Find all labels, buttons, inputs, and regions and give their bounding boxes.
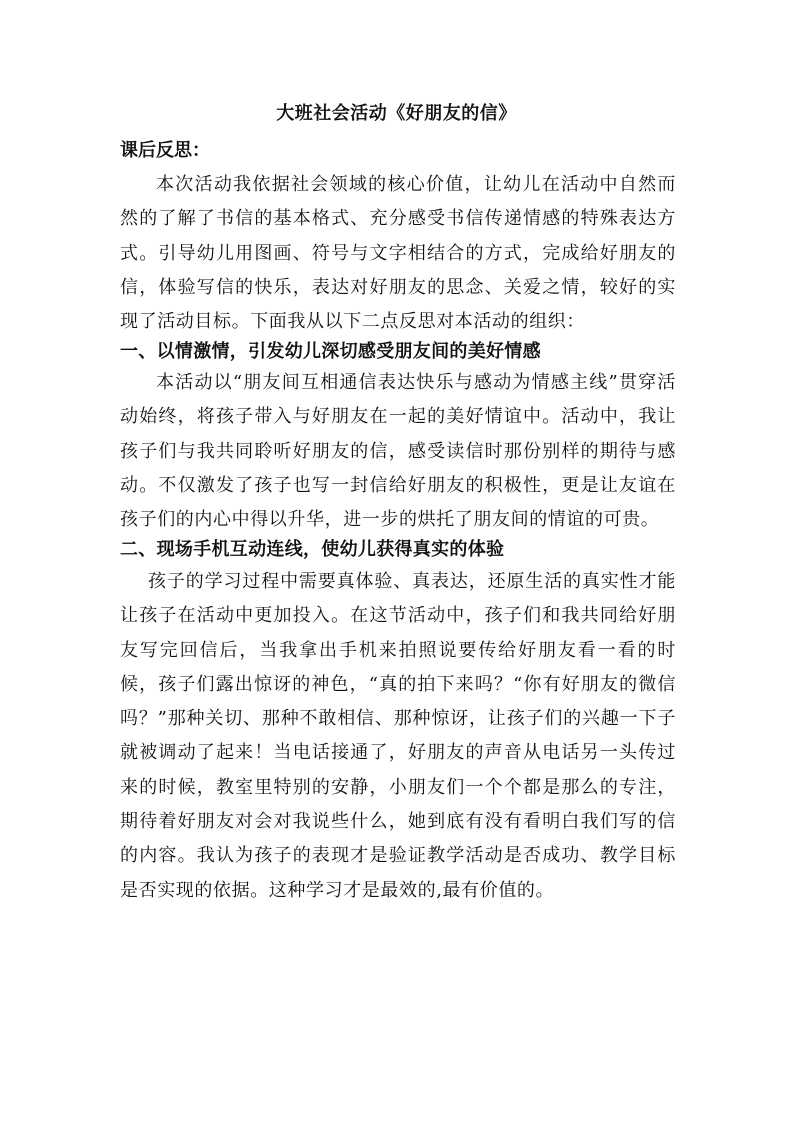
intro-paragraph: 本次活动我依据社会领域的核心价值，让幼儿在活动中自然而然的了解了书信的基本格式、充分感受书信传递情感的特殊表达方式。引导幼儿用图画、符号与文字相结合的方式，完成给好朋友的信，体验写信的快乐，表达对好朋友的思念、关爱之情，较好的实现了活动目标。下面我从以下二点反思对本活动的组织： xyxy=(120,174,676,333)
paragraph-1: 本活动以“朋友间互相通信表达快乐与感动为情感主线”贯穿活动始终，将孩子带入与好朋友在一起的美好情谊中。活动中，我让孩子们与我共同聆听好朋友的信，感受读信时那份别样的期待与感动。不仅激发了孩子也写一封信给好朋友的积极性，更是让友谊在孩子们的内心中得以升华，进一步的烘托了朋友间的情谊的可贵。 xyxy=(120,372,676,531)
section-heading-1: 一、以情激情，引发幼儿深切感受朋友间的美好情感 xyxy=(120,341,541,362)
paragraph-2: 孩子的学习过程中需要真体验、真表达，还原生活的真实性才能让孩子在活动中更加投入。在这节活动中，孩子们和我共同给好朋友写完回信后，当我拿出手机来拍照说要传给好朋友看一看的时候，孩子们露出惊讶的神色，“真的拍下来吗？“你有好朋友的微信吗？”那种关切、那种不敢相信、那种惊讶，让孩子们的兴趣一下子就被调动了起来！当电话接通了，好朋友的声音从电话另一头传过来的时候，教室里特别的安静，小朋友们一个个都是那么的专注，期待着好朋友对会对我说些什么，她到底有没有看明白我们写的信的内容。我认为孩子的表现才是验证教学活动是否成功、教学目标是否实现的依据。这种学习才是最效的,最有价值的。 xyxy=(120,571,676,901)
section-label: 课后反思： xyxy=(120,140,210,161)
section-heading-2: 二、现场手机互动连线，使幼儿获得真实的体验 xyxy=(120,539,505,560)
document-title: 大班社会活动《好朋友的信》 xyxy=(276,103,517,124)
